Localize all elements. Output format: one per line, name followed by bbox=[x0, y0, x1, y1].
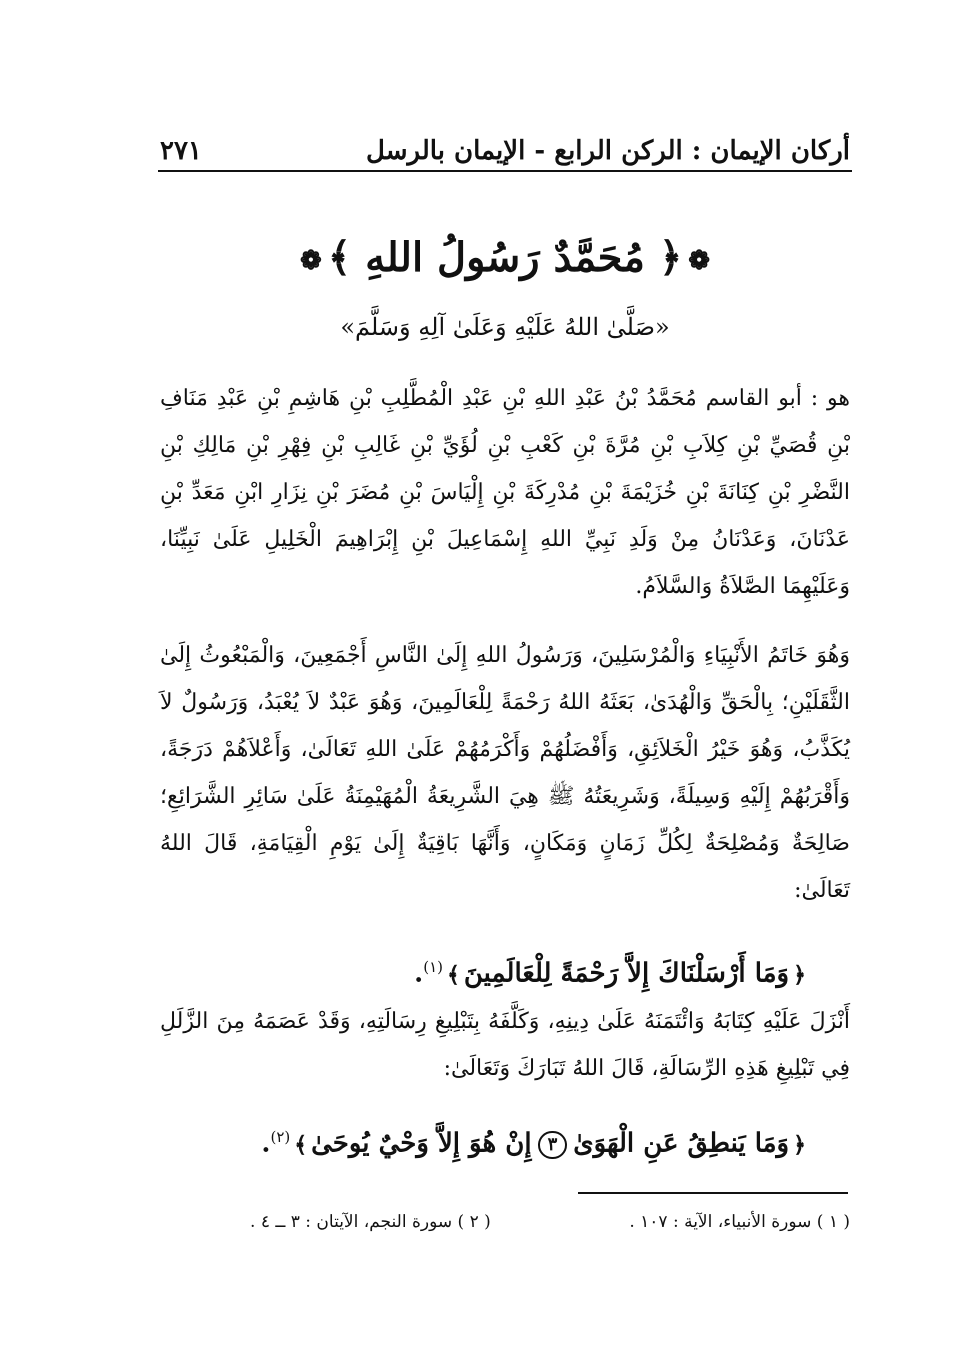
running-header-title: أركان الإيمان : الركن الرابع - الإيمان بالرسل bbox=[366, 136, 850, 166]
verse-2-end: . bbox=[261, 1128, 271, 1159]
title-ornament-right: ❁ bbox=[688, 246, 711, 276]
footnote-1: ( ١ ) سورة الأنبياء، الآية : ١٠٧ . bbox=[629, 1212, 850, 1232]
paragraph-revelation: أَنْزَلَ عَلَيْهِ كِتَابَهُ وَائْتَمَنَهُ عَلَىٰ دِينِهِ، وَكَلَّفَهُ بِتَبْلِيغِ رِسَالَتِهِ، وَقَدْ عَصَمَهُ مِنَ الزَّلَلِ فِي تَبْلِيغِ هَذِهِ الرِّسَالَةِ، قَالَ اللهُ تَبَارَكَ وَتَعَالَىٰ: bbox=[160, 1009, 850, 1081]
verse-bracket-close: ﴾ bbox=[447, 961, 460, 988]
header-divider bbox=[158, 170, 852, 172]
verse-2-text-part1: وَمَا يَنطِقُ عَنِ الْهَوَىٰ bbox=[573, 1128, 790, 1159]
paragraph-lineage: هو : أبو القاسم مُحَمَّدُ بْنُ عَبْدِ اللهِ بْنِ عَبْدِ الْمُطَّلِبِ بْنِ هَاشِمِ بْنِ عَبْدِ مَنَافِ بْنِ قُصَيِّ بْنِ كِلاَبِ بْنِ مُرَّةَ بْنِ كَعْبِ بْنِ لُؤَيِّ بْنِ غَالِبِ بْنِ فِهْرِ بْنِ مَالِكِ بْنِ النَّضْرِ بْنِ كِنَانَةَ بْنِ خُزَيْمَةَ بْنِ مُدْرِكَةَ بْنِ إِلْيَاسَ بْنِ مُضَرَ بْنِ نِزَارِ ابْنِ مَعَدِّ بْنِ عَدْنَانَ، وَعَدْنَانُ مِنْ وَلَدِ نَبِيِّ اللهِ إِسْمَاعِيلَ بْنِ إِبْرَاهِيمَ الْخَلِيلِ عَلَىٰ نَبِيِّنَا، وَعَلَيْهِمَا الصَّلاَةُ وَالسَّلاَمُ. bbox=[160, 386, 850, 599]
verse-1-end: . bbox=[414, 958, 424, 989]
verse-bracket-open: ﴿ bbox=[793, 1131, 806, 1158]
verse-2-text-part2: إِنْ هُوَ إِلاَّ وَحْيٌ يُوحَىٰ bbox=[311, 1128, 532, 1159]
footnote-ref-2: (٢) bbox=[270, 1128, 291, 1146]
footnote-2: ( ٢ ) سورة النجم، الآيتان : ٣ ــ ٤ . bbox=[250, 1212, 491, 1232]
bracket-open: ﴿ bbox=[658, 234, 683, 281]
bracket-close: ﴾ bbox=[327, 234, 352, 281]
footnotes bbox=[250, 1208, 850, 1238]
verse-1-text: وَمَا أَرْسَلْنَاكَ إِلاَّ رَحْمَةً لِلْعَالَمِينَ bbox=[463, 958, 790, 989]
running-header bbox=[160, 128, 850, 168]
title-ornament-left: ❁ bbox=[299, 246, 322, 276]
page-number: ٢٧١ bbox=[160, 136, 202, 166]
quran-verse-2 bbox=[160, 1112, 850, 1170]
verse-bracket-open: ﴿ bbox=[793, 961, 806, 988]
quran-verse-1 bbox=[160, 942, 850, 1000]
footnote-ref-1: (١) bbox=[423, 958, 443, 976]
chapter-title bbox=[160, 228, 850, 291]
verse-bracket-close: ﴾ bbox=[294, 1131, 308, 1158]
chapter-subtitle: «صَلَّىٰ اللهُ عَلَيْهِ وَعَلَىٰ آلِهِ وَسَلَّمَ» bbox=[340, 313, 670, 341]
chapter-title-text: مُحَمَّدٌ رَسُولُ اللهِ bbox=[365, 234, 645, 281]
verse-number-marker: ٣ bbox=[538, 1131, 568, 1159]
footnote-divider bbox=[578, 1192, 848, 1194]
paragraph-seal-of-prophets: وَهُوَ خَاتَمُ الأَنْبِيَاءِ وَالْمُرْسَلِينَ، وَرَسُولُ اللهِ إِلَىٰ النَّاسِ أَجْمَعِينَ، وَالْمَبْعُوثُ إِلَىٰ الثَّقَلَيْنِ؛ بِالْحَقِّ وَالْهُدَىٰ، بَعَثَهُ اللهُ رَحْمَةً لِلْعَالَمِينَ، وَهُوَ عَبْدٌ لاَ يُعْبَدُ، وَرَسُولٌ لاَ يُكَذَّبُ، وَهُوَ خَيْرُ الْخَلاَئِقِ، وَأَفْضَلُهُمْ وَأَكْرَمُهُمْ عَلَىٰ اللهِ تَعَالَىٰ، وَأَعْلاَهُمْ دَرَجَةً، وَأَقْرَبُهُمْ إِلَيْهِ وَسِيلَةً، وَشَرِيعَتُهُ ﷺ هِيَ الشَّرِيعَةُ الْمُهَيْمِنَةُ عَلَىٰ سَائِرِ الشَّرَائِعِ؛ صَالِحَةٌ وَمُصْلِحَةٌ لِكُلِّ زَمَانٍ وَمَكَانٍ، وَأَنَّهَا بَاقِيَةٌ إِلَىٰ يَوْمِ الْقِيَامَةِ، قَالَ اللهُ تَعَالَىٰ: bbox=[160, 643, 850, 903]
